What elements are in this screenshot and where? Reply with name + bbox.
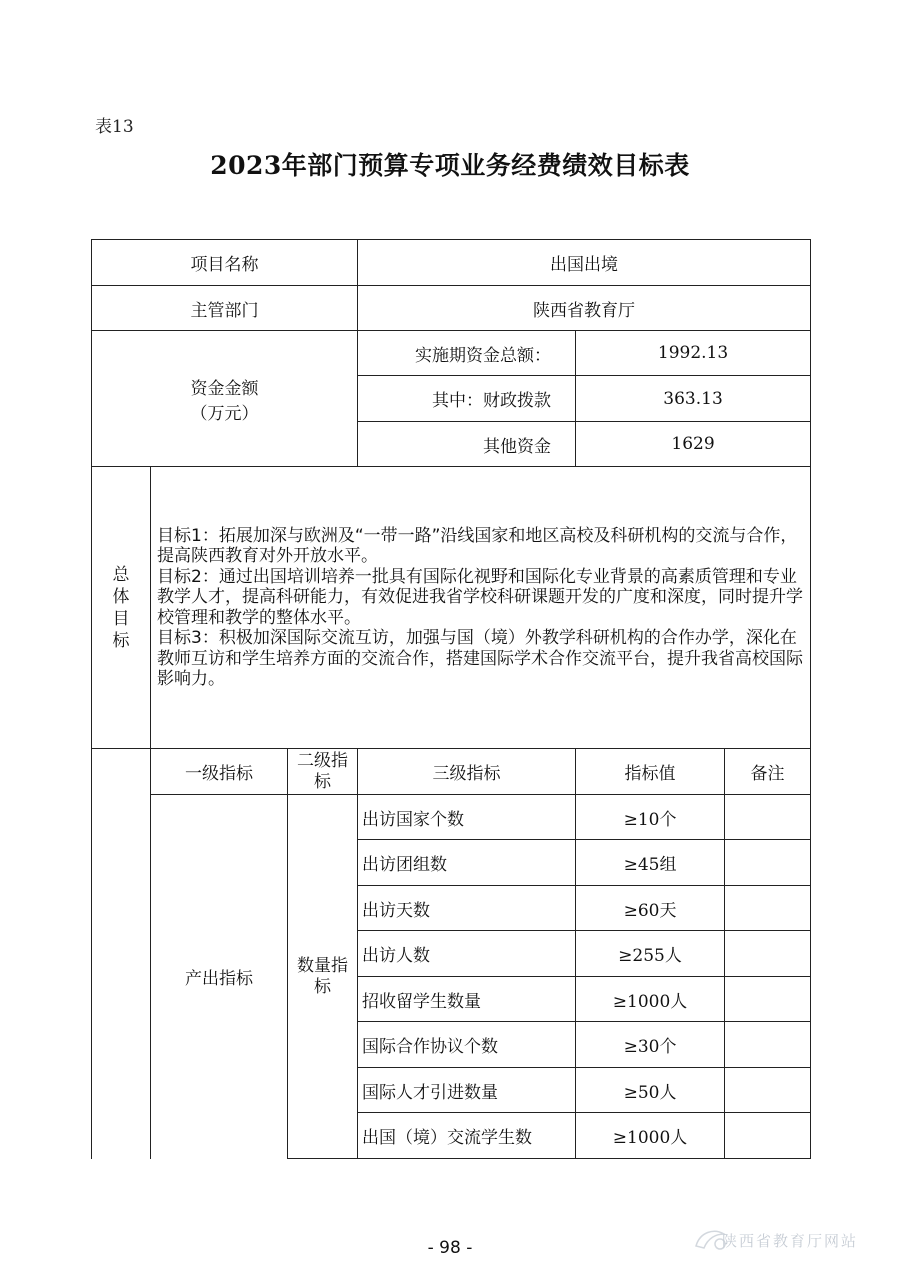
department-row xyxy=(92,286,811,331)
level1-output-cell: 产出指标 xyxy=(151,795,288,1159)
project-name-row xyxy=(92,240,811,286)
funds-fiscal-label: 其中：财政拨款 xyxy=(358,376,576,422)
department-value: 陕西省教育厅 xyxy=(358,286,811,331)
indicator-name: 出访天数 xyxy=(358,886,576,931)
performance-target-table xyxy=(91,239,811,1159)
funds-total-row xyxy=(92,331,811,376)
document-title: 2023年部门预算专项业务经费绩效目标表 xyxy=(210,151,690,180)
indicator-value: ≥50人 xyxy=(576,1068,725,1113)
overall-goal-label xyxy=(92,467,151,749)
overall-goal-label-char: 标 xyxy=(112,630,130,651)
goal-2-text: 目标2：通过出国培训培养一批具有国际化视野和国际化专业背景的高素质管理和专业教学人才，提高科研能力，有效促进我省学校科研课题开发的广度和深度，同时提升学校管理和教学的整体水平。 xyxy=(157,566,803,628)
indicator-value: ≥255人 xyxy=(576,931,725,977)
indicator-value: ≥30个 xyxy=(576,1022,725,1068)
overall-goal-label-char: 体 xyxy=(112,586,130,607)
goal-1-text: 目标1：拓展加深与欧洲及“一带一路”沿线国家和地区高校及科研机构的交流与合作，提高陕西教育对外开放水平。 xyxy=(157,525,798,566)
funds-label xyxy=(92,331,358,467)
indicator-remark xyxy=(725,1113,811,1159)
header-level1: 一级指标 xyxy=(151,749,288,795)
project-name-value: 出国出境 xyxy=(358,240,811,286)
table-number: 表13 xyxy=(95,117,134,137)
indicator-remark xyxy=(725,886,811,931)
indicator-remark xyxy=(725,977,811,1022)
header-level2-line2: 标 xyxy=(314,771,332,792)
watermark-text: 陕西省教育厅网站 xyxy=(722,1232,859,1250)
indicator-header-row xyxy=(92,749,811,795)
indicator-name: 出国（境）交流学生数 xyxy=(358,1113,576,1159)
funds-total-value: 1992.13 xyxy=(576,331,811,376)
header-value: 指标值 xyxy=(576,749,725,795)
indicator-remark xyxy=(725,1068,811,1113)
header-remark: 备注 xyxy=(725,749,811,795)
header-level2-line1: 二级指 xyxy=(297,750,349,771)
funds-other-value: 1629 xyxy=(576,422,811,467)
header-level3: 三级指标 xyxy=(358,749,576,795)
indicator-name: 招收留学生数量 xyxy=(358,977,576,1022)
funds-fiscal-value: 363.13 xyxy=(576,376,811,422)
indicator-name: 国际人才引进数量 xyxy=(358,1068,576,1113)
project-name-label: 项目名称 xyxy=(92,240,358,286)
indicator-name: 出访国家个数 xyxy=(358,795,576,840)
indicator-remark xyxy=(725,840,811,886)
funds-label-line2: （万元） xyxy=(190,403,259,424)
page-number: - 98 - xyxy=(427,1238,473,1258)
funds-total-label: 实施期资金总额： xyxy=(358,331,576,376)
indicator-value: ≥10个 xyxy=(576,795,725,840)
indicator-value: ≥1000人 xyxy=(576,977,725,1022)
indicator-remark xyxy=(725,1022,811,1068)
funds-other-label: 其他资金 xyxy=(358,422,576,467)
indicator-name: 国际合作协议个数 xyxy=(358,1022,576,1068)
header-level2 xyxy=(288,749,358,795)
overall-goal-row xyxy=(92,467,811,749)
indicator-remark xyxy=(725,931,811,977)
indicator-value: ≥45组 xyxy=(576,840,725,886)
indicator-remark xyxy=(725,795,811,840)
indicator-name: 出访人数 xyxy=(358,931,576,977)
indicator-row xyxy=(92,795,811,840)
department-label: 主管部门 xyxy=(92,286,358,331)
overall-goal-label-char: 总 xyxy=(112,564,130,585)
goal-3-text: 目标3：积极加深国际交流互访，加强与国（境）外教学科研机构的合作办学，深化在教师互访和学生培养方面的交流合作，搭建国际学术合作交流平台，提升我省高校国际影响力。 xyxy=(157,628,803,689)
overall-goal-content xyxy=(151,467,811,749)
indicator-side-cell xyxy=(92,749,151,1159)
indicator-value: ≥1000人 xyxy=(576,1113,725,1159)
level2-quantity-cell xyxy=(288,795,358,1159)
funds-label-line1: 资金金额 xyxy=(190,378,259,399)
level2-quantity-line2: 标 xyxy=(314,976,332,997)
level2-quantity-line1: 数量指 xyxy=(297,955,349,976)
indicator-name: 出访团组数 xyxy=(358,840,576,886)
indicator-value: ≥60天 xyxy=(576,886,725,931)
overall-goal-label-char: 目 xyxy=(112,608,130,629)
